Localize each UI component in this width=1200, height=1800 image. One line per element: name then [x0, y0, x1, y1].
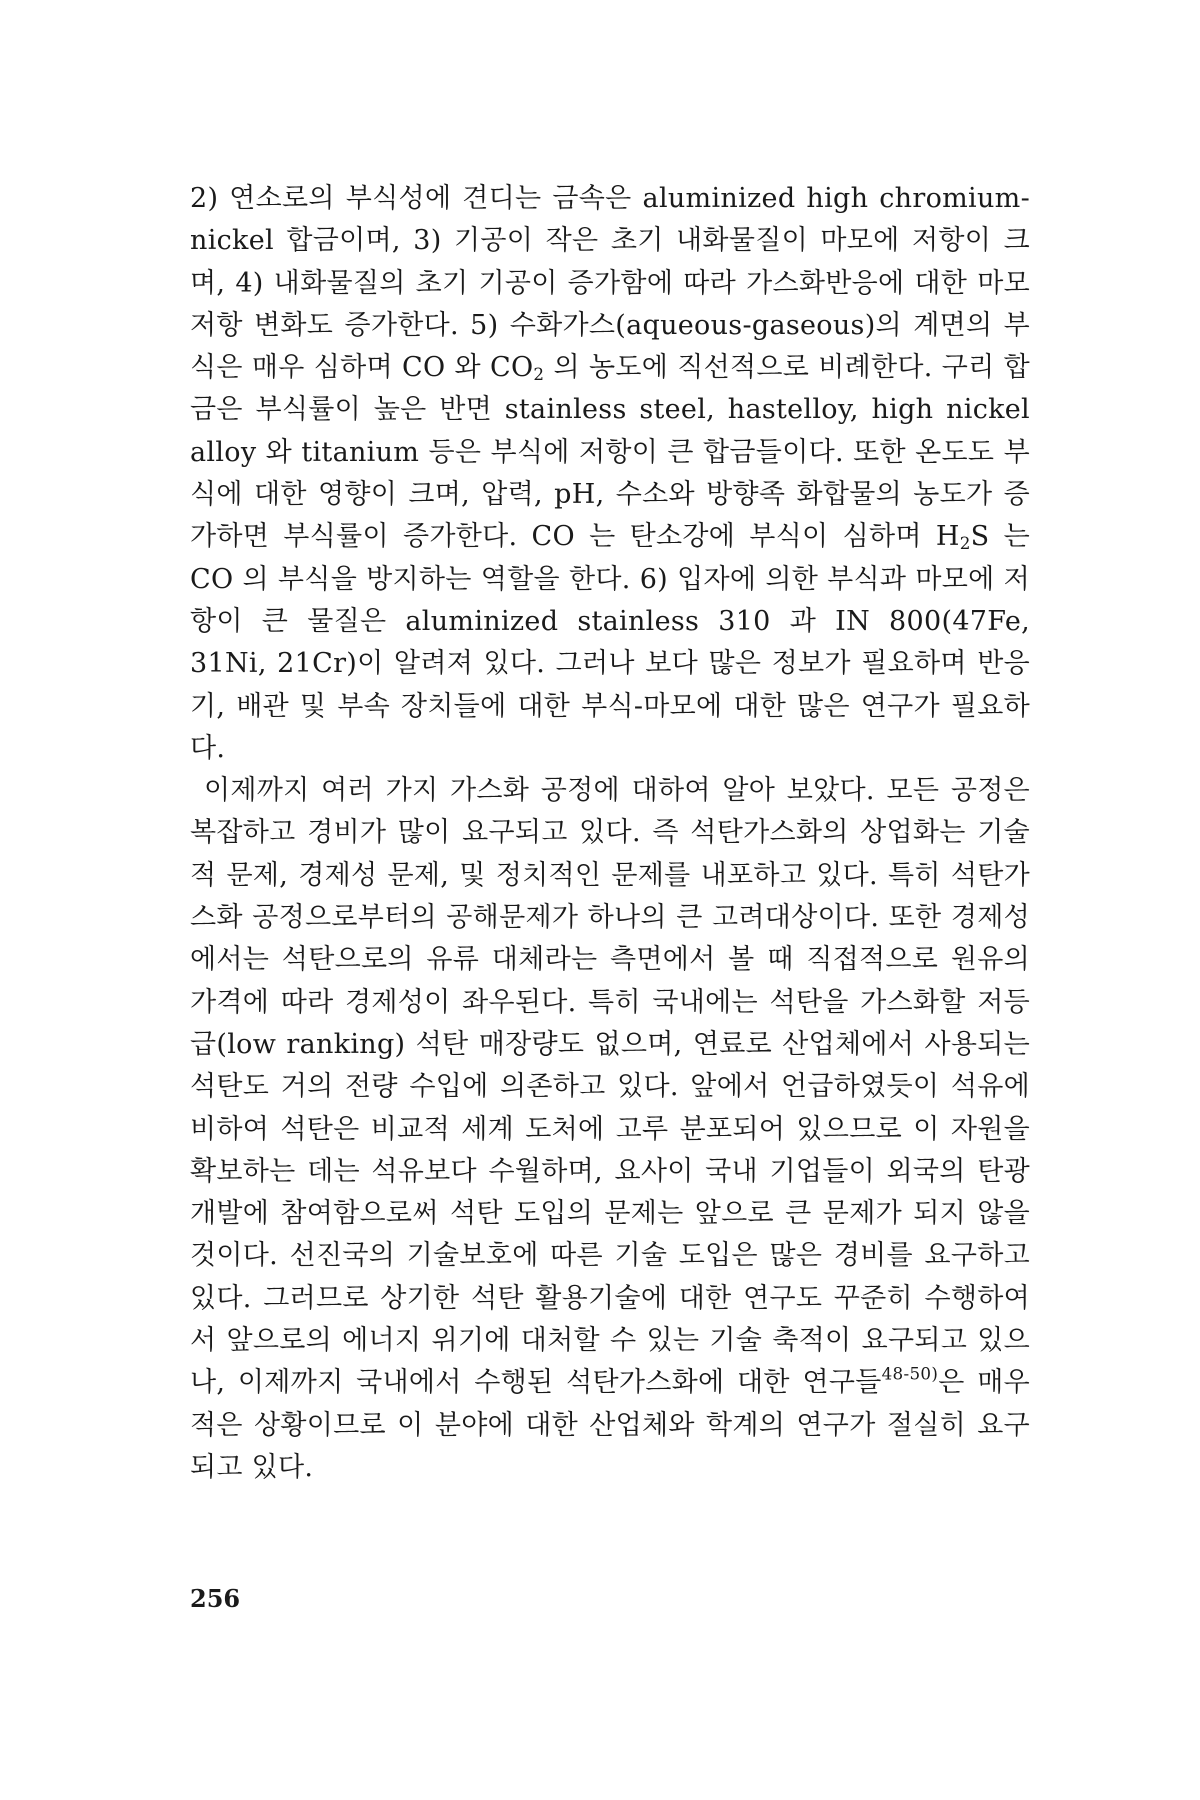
paragraph-gasification-summary — [190, 770, 1030, 1489]
body-text — [190, 178, 1030, 1489]
subscript-co2: 2 — [533, 364, 545, 385]
reference-superscript: 48-50) — [881, 1363, 939, 1384]
paragraph-text: 이제까지 여러 가지 가스화 공정에 대하여 알아 보았다. 모든 공정은 복잡하고 경비가 많이 요구되고 있다. 즉 석탄가스화의 상업화는 기술적 문제, 경제성 문제, 및 정치적인 문제를 내포하고 있다. 특히 석탄가스화 공정으로부터의 공해문제가 하나의 큰 고려대상이다. 또한 경제성에서는 석탄으로의 유류 대체라는 측면에서 볼 때 직접적으로 원유의 가격에 따라 경제성이 좌우된다. 특히 국내에는 석탄을 가스화할 저등급(low ranking) 석탄 매장량도 없으며, 연료로 산업체에서 사용되는 석탄도 거의 전량 수입에 의존하고 있다. 앞에서 언급하였듯이 석유에 비하여 석탄은 비교적 세계 도처에 고루 분포되어 있으므로 이 자원을 확보하는 데는 석유보다 수월하며, 요사이 국내 기업들이 외국의 탄광개발에 참여함으로써 석탄 도입의 문제는 앞으로 큰 문제가 되지 않을 것이다. 선진국의 기술보호에 따른 기술 도입은 많은 경비를 요구하고 있다. 그러므로 상기한 석탄 활용기술에 대한 연구도 꾸준히 수행하여서 앞으로의 에너지 위기에 대처할 수 있는 기술 축적이 요구되고 있으나, 이제까지 국내에서 수행된 석탄가스화에 대한 연구들 — [190, 775, 1030, 1399]
paragraph-text: 의 농도에 직선적으로 비례한다. 구리 합금은 부식률이 높은 반면 stainless steel, hastelloy, high nickel alloy 와 titanium 등은 부식에 저항이 큰 합금들이다. 또한 온도도 부식에 대한 영향이 크며, 압력, pH, 수소와 방향족 화합물의 농도가 증가하면 부식률이 증가한다. CO 는 탄소강에 부식이 심하며 H — [190, 352, 1030, 553]
subscript-h2s: 2 — [959, 533, 971, 554]
page-number: 256 — [190, 1584, 241, 1613]
paragraph-text: 2) 연소로의 부식성에 견디는 금속은 aluminized high chromium-nickel 합금이며, 3) 기공이 작은 초기 내화물질이 마모에 저항이 크며, 4) 내화물질의 초기 기공이 증가함에 따라 가스화반응에 대한 마모 저항 변화도 증가한다. 5) 수화가스(aqueous-gaseous)의 계면의 부식은 매우 심하며 CO 와 CO — [190, 183, 1030, 384]
paragraph-corrosion — [190, 178, 1030, 770]
paragraph-text: S 는 CO 의 부식을 방지하는 역할을 한다. 6) 입자에 의한 부식과 마모에 저항이 큰 물질은 aluminized stainless 310 과 IN 800(47Fe, 31Ni, 21Cr)이 알려져 있다. 그러나 보다 많은 정보가 필요하며 반응기, 배관 및 부속 장치들에 대한 부식-마모에 대한 많은 연구가 필요하다. — [190, 521, 1030, 764]
paragraph-text: 은 매우 적은 상황이므로 이 분야에 대한 산업체와 학계의 연구가 절실히 요구되고 있다. — [190, 1367, 1030, 1483]
